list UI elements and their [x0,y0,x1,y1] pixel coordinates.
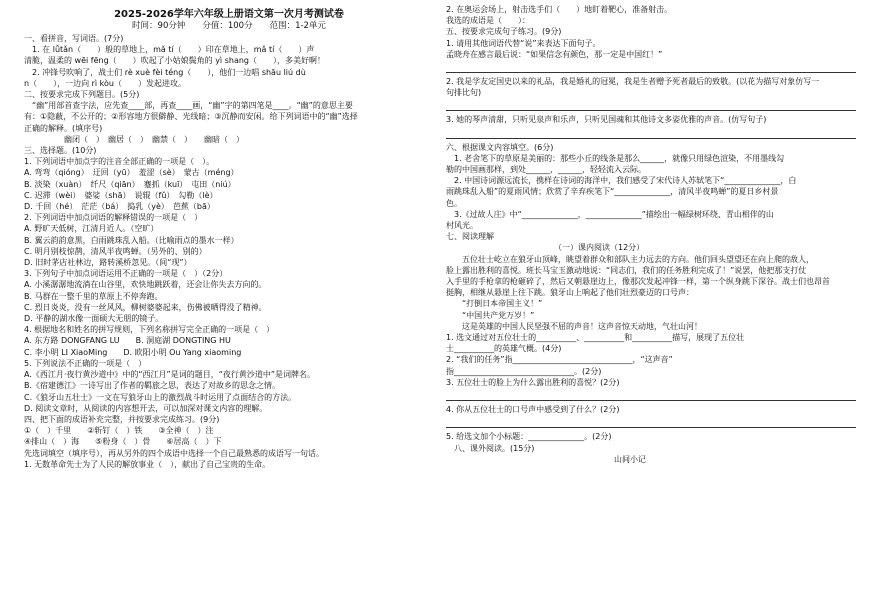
text-line: D. 千回（hé） 茫茫（bá） 捣乳（yè） 芭蕉（bā） [24,202,215,212]
text-line: 2. 冲锋号吹响了，战士们 rè xuè fèi téng（ ），他们一边唱 shāu liú dù [24,67,306,77]
left-column [24,33,434,470]
text-line: （一）课内阅读（12分） [446,243,645,253]
text-line: ①（ ）千里 ②斩钉（ ）铁 ③全神（ ）注 [24,426,214,436]
answer-line [446,390,856,401]
text-line: 5. 下列说法不正确的一项是（ ） [24,358,147,368]
text-line: 指______________________________。(2分) [446,366,602,376]
text-line: 孟晓舟在感言最后说：“如果信念有颜色，那一定是中国红！” [446,49,663,59]
text-line: B. 淡染（xuàn） 纤尺（qiān） 蹇抓（kuī） 屯田（niú） [24,179,236,189]
text-line: 3. 下列句子中加点词语运用不正确的一项是（ ）（2分） [24,269,228,279]
text-line: C. 明月别枝惊鹊，清风半夜鸣蝉。（另外的、别的） [24,246,207,256]
text-line: 这是英雄的中国人民坚强不屈的声音！这声音惊天动地，气壮山河！ [446,321,702,331]
text-line: 六、根据课文内容填空。(6分) [446,142,554,152]
text-line: D. 平静的湖水像一面硕大无朋的镜子。 [24,314,164,324]
text-line: 1. 在 lǚtǎn（ ）般的草地上，mǎ tí（ ）印在草地上，mǎ tí（ ）声 [24,45,315,55]
text-line: 挺胸，相继从悬崖上往下跳。狼牙山上响起了他们壮烈豪迈的口号声： [446,288,694,298]
text-line: “打倒日本帝国主义！” [446,299,543,309]
answer-line [446,128,856,139]
text-line: A. 野旷天低树，江清月近人。（空旷） [24,224,159,234]
text-line: 雨跳珠乱入船”的夏雨风情；欣赏了辛弃疾笔下“______________，清风半夜鸣蝉”的夏日乡村景 [446,187,779,197]
text-line: 3.《过故人庄》中“______________，______________”描绘出一幅绿树环绕、青山相伴的山 [446,209,774,219]
text-line: 色。 [446,198,462,208]
exam-title: 2025-2026学年六年级上册语文第一次月考测试卷 [114,9,344,20]
answer-line [446,100,856,111]
text-line: 幽闭（ ） 幽居（ ） 幽禁（ ） 幽暗（ ） [24,134,244,144]
text-line: 八、课外阅读。(15分) [446,443,535,453]
text-line: A. 小溪潺潺地流淌在山谷里，欢快地跳跃着，还会让你失去方向的。 [24,280,267,290]
right-column [446,4,856,465]
text-line: 5. 给选文加个小标题：______________。(2分) [446,432,612,442]
text-line: 1. 选文通过对五位壮士的__________、__________和__________描写，展现了五位壮 [446,333,745,343]
text-line: 1. 下列词语中加点字的注音全部正确的一项是（ ）。 [24,157,215,167]
text-line: 3. 她的琴声清甜，只听见泉声和乐声，只听见国魂和其他诗文多姿优雅的声音。(仿写句子) [446,115,767,125]
text-line: “中国共产党万岁！” [446,310,535,320]
text-line: 句排比句) [446,88,482,98]
text-line: 三、选择题。(10分) [24,146,97,156]
text-line: A.《西江月·夜行黄沙道中》中的“西江月”是词的题目，“夜行黄沙道中”是词牌名。 [24,370,315,380]
text-line: D. 阅读文章时，从阅读的内容想开去，可以加深对课文内容的理解。 [24,403,268,413]
text-line: 勒的中国画那样，到处______，______，轻轻流入云际。 [446,165,646,175]
text-line: n（ ），一边向 rì kòu（ ）发起进攻。 [24,78,186,88]
text-line: C. 李小明 LI XiaoMing D. 欧阳小明 Ou Yang xiaoming [24,347,242,357]
text-line: A. 东方路 DONGFANG LU B. 洞庭湖 DONGTING HU [24,336,231,346]
text-line: A. 弯弯（qióng） 迂回（yū） 羞涩（sè） 蒙古（méng） [24,168,239,178]
text-line: 正确的解释。(填序号) [24,123,103,133]
text-line: 1. 请用其他词语代替“说”来表达下面句子。 [446,38,601,48]
text-line: 山间小记 [446,454,646,464]
text-line: 2. 下列词语中加点词语的解释错误的一项是（ ） [24,213,203,223]
text-line: 4. 你从五位壮士的口号声中感受到了什么？(2分) [446,405,620,415]
text-line: 一、看拼音，写词语。(7分) [24,34,124,43]
text-line: “幽”用部首查字法，应先查____部，再查____画，“幽”字的第四笔是____。“幽”的意思主要 [24,101,353,111]
text-line: 4. 根据地名和姓名的拼写规则，下列名称拼写完全正确的一项是（ ） [24,325,275,335]
text-line: C. 迟滞（wèi） 婆娑（shā） 说辊（fǔ） 勾勒（lè） [24,190,218,200]
exam-info: 时间：90分钟 分值：100分 范围：1-2单元 [132,21,326,31]
text-line: 3. 五位壮士的脸上为什么露出胜利的喜悦？(2分) [446,377,620,387]
text-line: D. 旧时茅店社林边，路转溪桥忽见。（间“现”） [24,258,192,268]
text-line: 1. 老舍笔下的草原是美丽的：那些小丘的线条是那么______，就像只用绿色渲染，不用墨线勾 [446,153,785,163]
text-line: 1. 无数革命先士为了人民的解放事业（ ），献出了自己宝贵的生命。 [24,459,271,469]
text-line: 2. 在奥运会场上，射击选手们（ ）地盯着靶心，准备射击。 [446,5,673,14]
text-line: 有：①隐蔽，不公开的；②形容地方很僻静、光线暗；③沉静而安闲。给下列词语中的“幽”选择 [24,112,358,122]
text-line: 2. “我们的任务”指______________________________，“这声音” [446,355,673,365]
text-line: 七、阅读理解 [446,232,494,242]
text-line: C. 烈日炎炎，没有一丝风风，柳树婆婆起来，伤佛被晒得没了精神。 [24,302,267,312]
answer-line [446,62,856,73]
text-line: 入手里的手枪拿的枪砸碎了，然后又朝悬崖边上，像那次发起冲锋一样，第一个纵身跳下深谷。战士们也昂首 [446,277,830,287]
text-line: 2. 中国诗词源远流长，携样在诗词的海洋中，我们感受了宋代诗人苏轼笔下“______________，白 [446,176,797,186]
text-line: 先选词填空（填序号），再从另外的四个成语中选择一个自己最熟悉的成语写一句话。 [24,448,324,458]
text-line: C.《狼牙山五壮士》一文在写狼牙山上的激烈战斗时运用了点面结合的方法。 [24,392,297,402]
text-line: 我选的成语是（ ）： [446,16,530,26]
text-line: 五位壮士屹立在狼牙山顶峰，眺望着群众和部队主力远去的方向。他们回头望望还在向上爬的敌人， [446,254,814,264]
text-line: 清脆，温柔的 wēi fēng（ ）吹起了小姑娘鬓角的 yì shang（ ），多美好啊！ [24,56,325,66]
text-line: 二、按要求完成下列题目。(5分) [24,90,140,100]
text-line: B. 翼云韵韵意黑，白雨跳珠乱入船。（比喻雨点的墨水一样） [24,235,239,245]
text-line: B. 马群在一整千里的草原上不停奔跑。 [24,291,163,301]
text-line: 五、按要求完成句子练习。(9分) [446,27,562,37]
text-line: 脸上露出胜利的喜悦。班长马宝玉激动地说：“同志们，我们的任务胜利完成了！”说罢，他把那支打仗 [446,265,807,275]
text-line: 村风光。 [446,221,478,231]
text-line: 2. 我是学友定国史以来的礼品，我是婚礼的冠冕，我是生者赠予死者最后的致敬。(以花为描写对象仿写一 [446,77,820,87]
text-line: B.《宿建德江》一诗写出了作者的羁旅之思，表达了对故乡的思念之情。 [24,381,281,391]
text-line: 四、把下面的成语补充完整，并按要求完成练习。(9分) [24,414,220,424]
answer-line [446,417,856,428]
text-line: 士__________的英雄气概。(4分) [446,344,562,354]
text-line: ④排山（ ）海 ⑤粉身（ ）骨 ⑥居高（ ）下 [24,437,222,447]
